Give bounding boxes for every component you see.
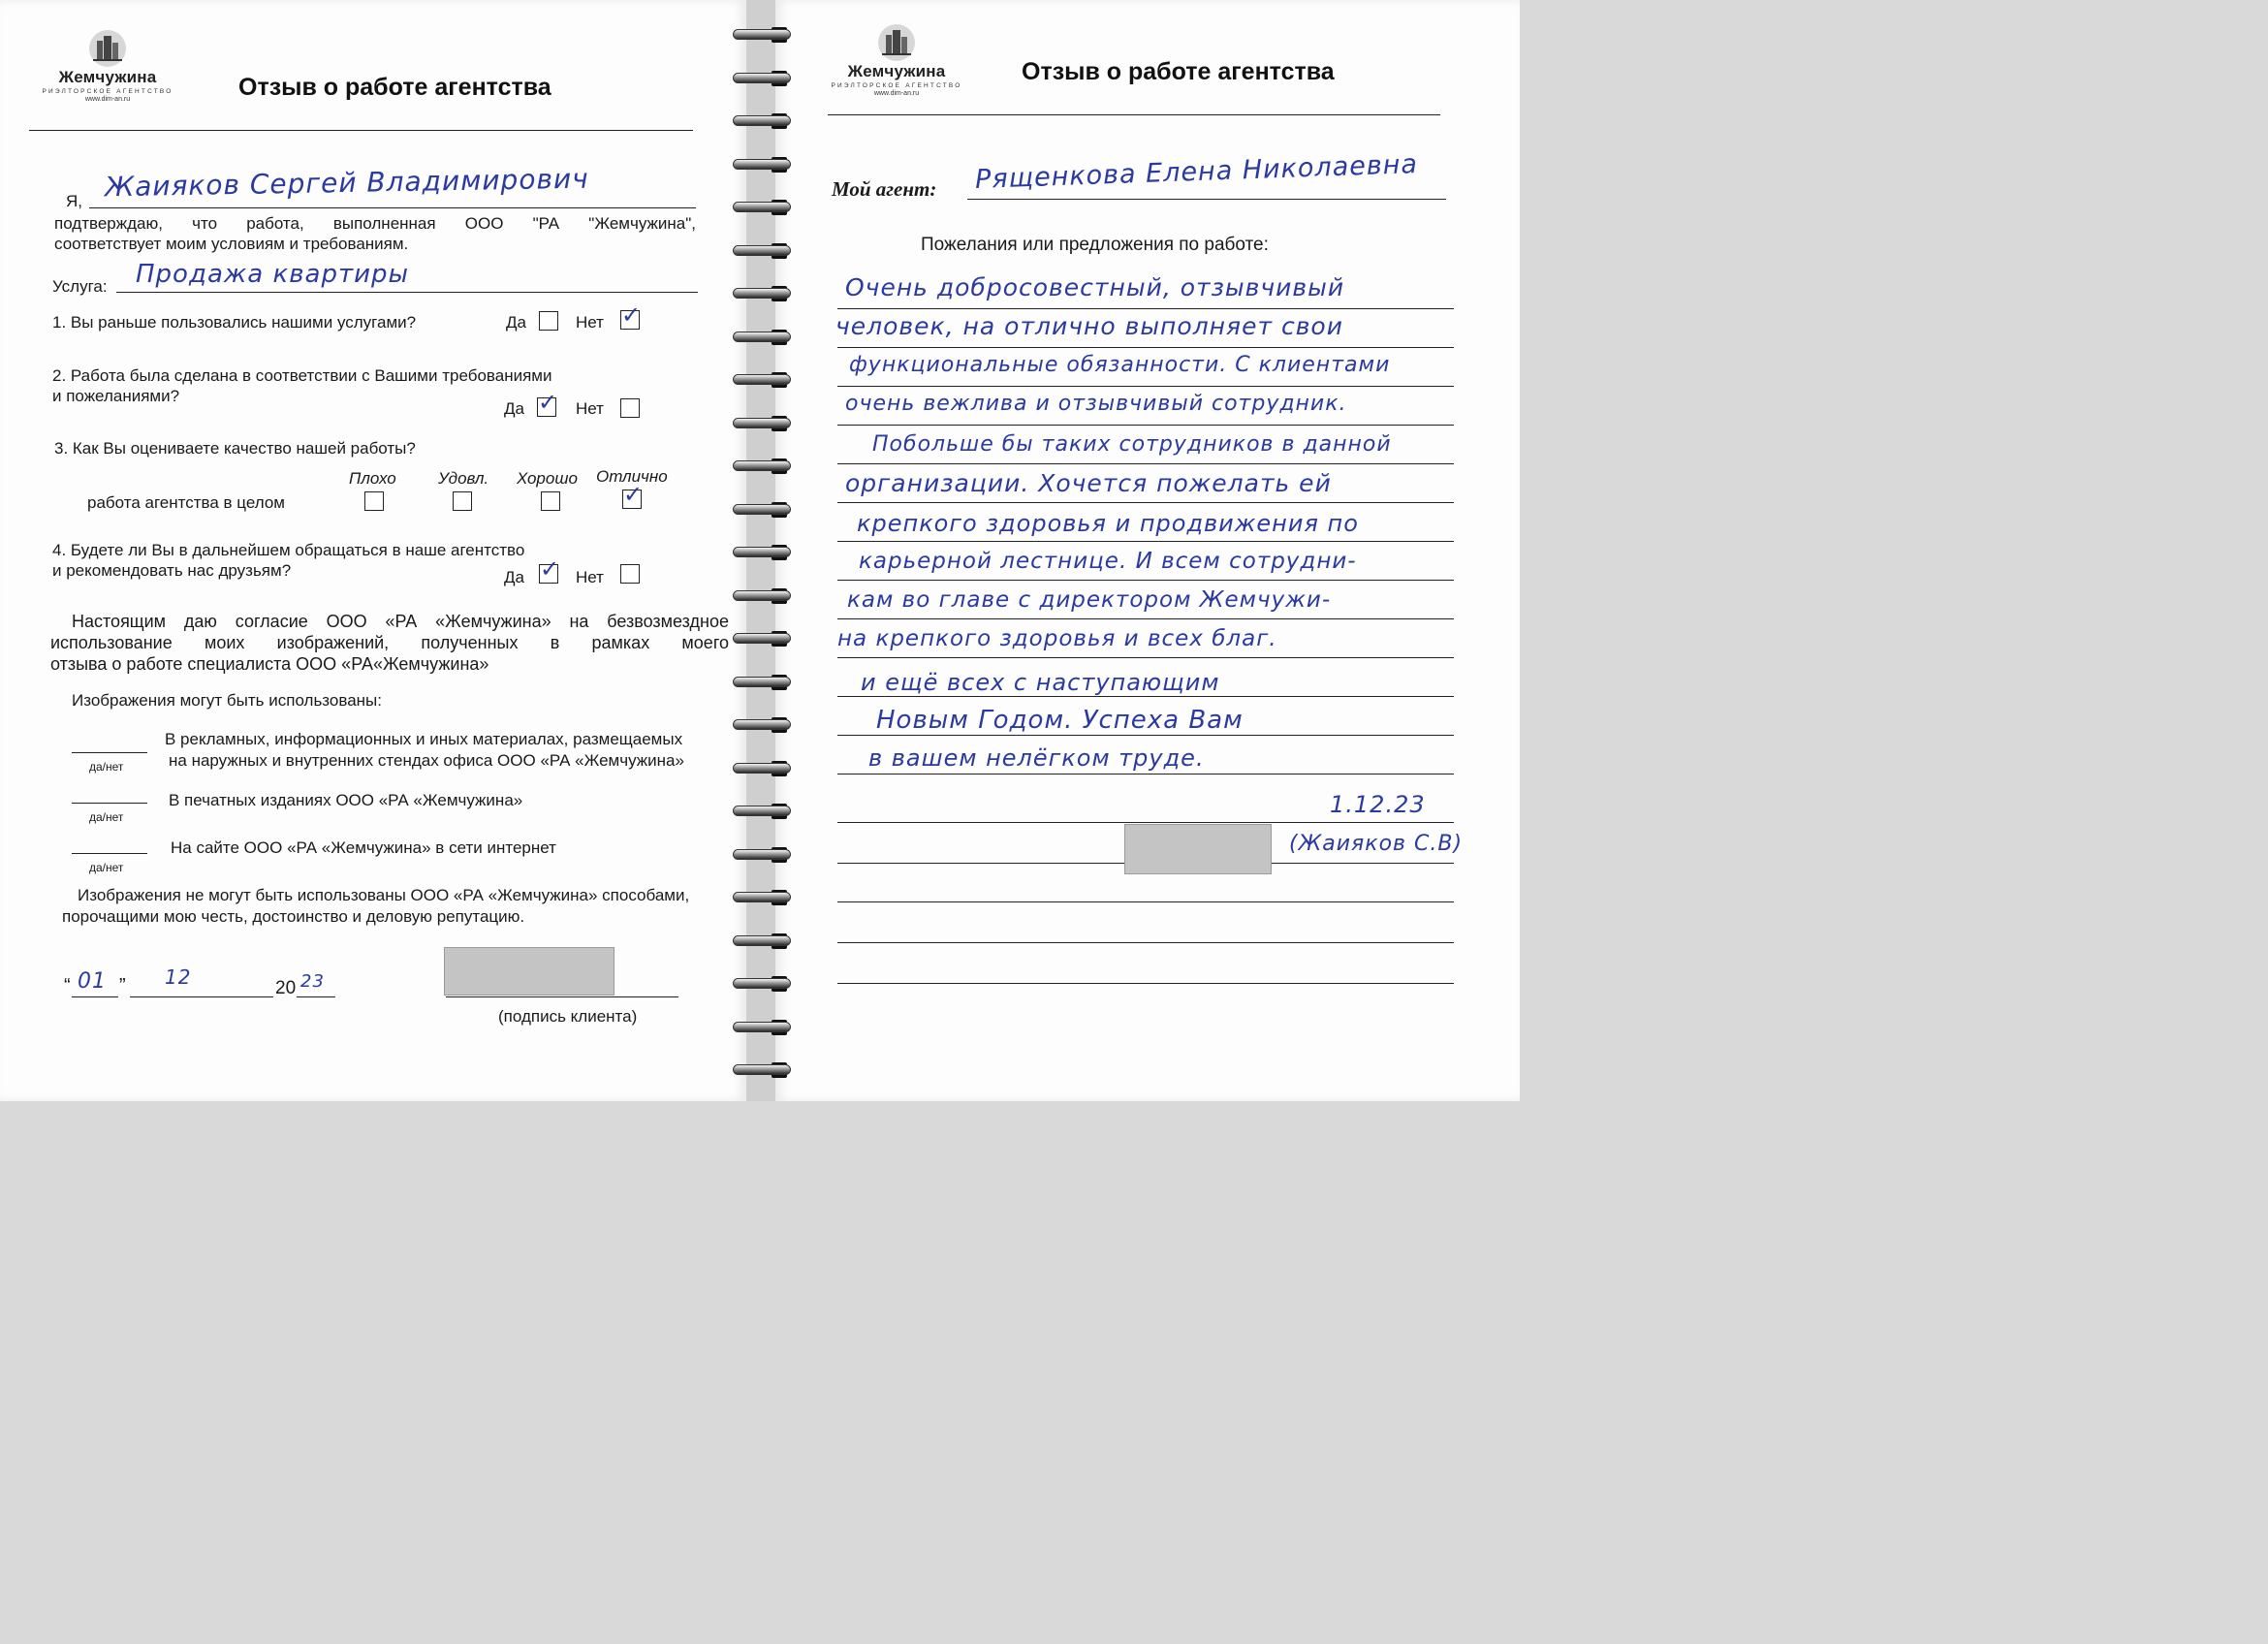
- spiral-ring: [729, 804, 793, 819]
- spiral-ring: [729, 416, 793, 431]
- ring-wire: [733, 460, 791, 471]
- review-line-handwritten: очень вежлива и отзывчивый сотрудник.: [845, 392, 1347, 416]
- spiral-ring: [729, 933, 793, 949]
- ring-wire: [733, 73, 791, 83]
- review-rule: [837, 983, 1454, 984]
- ring-wire: [733, 590, 791, 601]
- ring-wire: [733, 677, 791, 687]
- rating-excellent-label: Отлично: [596, 467, 668, 486]
- cannot-line-2: порочащими мою честь, достоинство и деловую репутацию.: [62, 907, 525, 926]
- review-rule: [837, 696, 1454, 697]
- date-year-prefix: 20: [275, 978, 297, 998]
- client-name-handwritten: Жаияков Сергей Владимирович: [104, 162, 589, 204]
- spiral-ring: [729, 761, 793, 776]
- review-line-handwritten: Очень добросовестный, отзывчивый: [845, 273, 1345, 301]
- q1-no-checkbox[interactable]: [620, 301, 642, 330]
- q1-no-label: Нет: [576, 313, 604, 332]
- confirm-line-1: подтверждаю, что работа, выполненная ООО "РА "Жемчужина",: [54, 214, 696, 233]
- spiral-ring: [729, 1062, 793, 1078]
- spiral-ring: [729, 330, 793, 345]
- spiral-ring: [729, 458, 793, 474]
- review-rule: [837, 425, 1454, 426]
- date-year-line: [297, 996, 335, 997]
- review-rule: [837, 657, 1454, 658]
- q4-no-checkbox[interactable]: [620, 564, 640, 584]
- date-year-handwritten: 23: [300, 971, 325, 992]
- ring-wire: [733, 849, 791, 860]
- review-rule: [837, 541, 1454, 542]
- ring-wire: [733, 892, 791, 902]
- spiral-binding: [729, 0, 797, 1101]
- review-rule: [837, 347, 1454, 348]
- brand-url-right: www.dim-an.ru: [873, 90, 920, 97]
- consent-line-1: Настоящим даю согласие ООО «РА «Жемчужина» на безвозмездное: [72, 612, 729, 631]
- date-day-line: [72, 996, 118, 997]
- rating-fair-label: Удовл.: [438, 469, 489, 488]
- review-line-handwritten: карьерной лестнице. И всем сотрудни-: [859, 549, 1357, 574]
- spiral-ring: [729, 113, 793, 129]
- q3-row-label: работа агентства в целом: [87, 493, 285, 512]
- review-signature-redaction: [1124, 824, 1272, 874]
- date-month-handwritten: 12: [165, 965, 192, 989]
- q4-no-label: Нет: [576, 568, 604, 586]
- spiral-ring: [729, 545, 793, 560]
- building-logo-icon: [872, 23, 921, 62]
- signature-caption: (подпись клиента): [498, 1007, 638, 1026]
- page-title: Отзыв о работе агентства: [238, 74, 551, 101]
- title-rule: [29, 130, 693, 131]
- agent-label: Мой агент:: [832, 177, 937, 201]
- date-quote-open: “: [64, 975, 71, 996]
- review-rule: [837, 942, 1454, 943]
- usage-2-text: В печатных изданиях ООО «РА «Жемчужина»: [169, 791, 523, 809]
- brand-name: Жемчужина: [58, 68, 157, 86]
- page-title-right: Отзыв о работе агентства: [1022, 58, 1335, 85]
- spiral-ring: [729, 1020, 793, 1035]
- review-rule: [837, 774, 1454, 775]
- review-line-handwritten: в вашем нелёгком труде.: [868, 744, 1205, 772]
- date-month-line: [130, 996, 273, 997]
- spiral-ring: [729, 631, 793, 647]
- ring-wire: [733, 935, 791, 946]
- review-line-handwritten: Новым Годом. Успеха Вам: [876, 706, 1244, 735]
- review-rule: [837, 822, 1454, 823]
- signature-redaction: [444, 947, 614, 996]
- q2-yes-check-icon: ✓: [538, 389, 558, 416]
- review-line-handwritten: человек, на отлично выполняет свои: [835, 312, 1343, 340]
- review-line-handwritten: на крепкого здоровья и всех благ.: [837, 626, 1277, 651]
- review-line-handwritten: Побольше бы таких сотрудников в данной: [872, 432, 1392, 457]
- review-rule: [837, 618, 1454, 619]
- q4-yes-checkbox[interactable]: [539, 555, 560, 584]
- date-day-handwritten: 01: [78, 969, 107, 994]
- review-line-handwritten: функциональные обязанности. С клиентами: [849, 353, 1391, 377]
- question-1: 1. Вы раньше пользовались нашими услугами?: [52, 313, 417, 332]
- rating-excellent-checkbox[interactable]: [622, 481, 644, 509]
- brand-subtitle: РИЭЛТОРСКОЕ АГЕНТСТВО: [42, 88, 173, 95]
- right-page: [775, 0, 1520, 1101]
- q4-yes-check-icon: ✓: [540, 555, 560, 583]
- spiral-ring: [729, 157, 793, 173]
- review-rule: [837, 901, 1454, 902]
- review-line-handwritten: крепкого здоровья и продвижения по: [857, 510, 1359, 537]
- ring-wire: [733, 159, 791, 170]
- date-quote-close: ”: [119, 975, 126, 996]
- spiral-ring: [729, 200, 793, 215]
- name-line: [89, 207, 696, 208]
- usage-3-answer-line: [72, 853, 147, 854]
- review-rule: [837, 580, 1454, 581]
- q1-no-check-icon: ✓: [621, 301, 642, 329]
- cannot-line-1: Изображения не могут быть использованы ООО «РА «Жемчужина» способами,: [78, 886, 690, 904]
- q1-yes-label: Да: [506, 313, 526, 332]
- wishes-heading: Пожелания или предложения по работе:: [921, 235, 1269, 255]
- rating-good-checkbox[interactable]: [541, 491, 560, 511]
- brand-logo: [35, 29, 180, 103]
- brand-logo-right: [824, 23, 969, 97]
- review-line-handwritten: и ещё всех с наступающим: [861, 669, 1220, 696]
- rating-excellent-check-icon: ✓: [623, 481, 644, 508]
- ring-wire: [733, 288, 791, 299]
- spiral-ring: [729, 286, 793, 301]
- ring-wire: [733, 245, 791, 256]
- agent-handwritten: Рященкова Елена Николаевна: [974, 149, 1419, 195]
- spiral-ring: [729, 588, 793, 604]
- spiral-ring: [729, 717, 793, 733]
- q2-no-label: Нет: [576, 399, 604, 418]
- ring-wire: [733, 504, 791, 515]
- review-signature-handwritten: (Жаияков С.В): [1289, 832, 1464, 856]
- ring-wire: [733, 332, 791, 342]
- spiral-ring: [729, 890, 793, 905]
- rating-good-label: Хорошо: [517, 469, 578, 488]
- usage-3-yesno-caption: да/нет: [89, 861, 124, 874]
- ring-wire: [733, 978, 791, 989]
- left-page: [0, 0, 746, 1101]
- spiral-ring: [729, 372, 793, 388]
- images-can-heading: Изображения могут быть использованы:: [72, 691, 382, 710]
- consent-line-3: отзыва о работе специалиста ООО «РА«Жемчужина»: [50, 654, 489, 674]
- usage-2-answer-line: [72, 803, 147, 804]
- q2-yes-label: Да: [504, 399, 524, 418]
- usage-1-line-2: на наружных и внутренних стендах офиса ООО «РА «Жемчужина»: [169, 751, 684, 770]
- question-3: 3. Как Вы оцениваете качество нашей работы?: [54, 439, 416, 458]
- q2-no-checkbox[interactable]: [620, 398, 640, 418]
- spiral-ring: [729, 27, 793, 43]
- agent-line: [967, 199, 1446, 200]
- usage-3-text: На сайте ООО «РА «Жемчужина» в сети интернет: [171, 838, 556, 857]
- ring-wire: [733, 374, 791, 385]
- spiral-ring: [729, 71, 793, 86]
- review-rule: [837, 463, 1454, 464]
- review-line-handwritten: организации. Хочется пожелать ей: [845, 469, 1332, 497]
- review-date-handwritten: 1.12.23: [1330, 791, 1426, 818]
- ring-wire: [733, 719, 791, 730]
- intro-prefix: Я,: [66, 192, 82, 210]
- ring-wire: [733, 202, 791, 212]
- spiral-ring: [729, 243, 793, 259]
- title-rule-right: [828, 114, 1440, 115]
- ring-wire: [733, 115, 791, 126]
- spiral-ring: [729, 847, 793, 863]
- review-rule: [837, 735, 1454, 736]
- review-line-handwritten: кам во главе с директором Жемчужи-: [847, 587, 1332, 613]
- consent-line-2: использование моих изображений, полученных в рамках моего: [50, 633, 729, 652]
- spiral-ring: [729, 675, 793, 690]
- q1-yes-checkbox[interactable]: [539, 311, 558, 331]
- confirm-line-2: соответствует моим условиям и требованиям.: [54, 235, 409, 253]
- usage-1-yesno-caption: да/нет: [89, 760, 124, 774]
- question-4-line-2: и рекомендовать нас друзьям?: [52, 561, 292, 580]
- q2-yes-checkbox[interactable]: [537, 389, 558, 417]
- rating-poor-label: Плохо: [349, 469, 396, 488]
- ring-wire: [733, 29, 791, 40]
- question-2-line-2: и пожеланиями?: [52, 387, 180, 405]
- q4-yes-label: Да: [504, 568, 524, 586]
- question-4-line-1: 4. Будете ли Вы в дальнейшем обращаться в наше агентство: [52, 541, 525, 559]
- ring-wire: [733, 1022, 791, 1032]
- service-handwritten: Продажа квартиры: [136, 260, 410, 289]
- ring-wire: [733, 633, 791, 644]
- ring-wire: [733, 547, 791, 557]
- review-rule: [837, 308, 1454, 309]
- spiral-ring: [729, 502, 793, 518]
- spiral-ring: [729, 976, 793, 992]
- rating-poor-checkbox[interactable]: [364, 491, 384, 511]
- usage-1-answer-line: [72, 752, 147, 753]
- review-rule: [837, 502, 1454, 503]
- service-label: Услуга:: [52, 277, 108, 296]
- usage-2-yesno-caption: да/нет: [89, 810, 124, 824]
- ring-wire: [733, 806, 791, 816]
- brand-subtitle-right: РИЭЛТОРСКОЕ АГЕНТСТВО: [831, 82, 962, 89]
- ring-wire: [733, 1064, 791, 1075]
- service-line: [116, 292, 698, 293]
- ring-wire: [733, 763, 791, 774]
- building-logo-icon: [83, 29, 132, 68]
- rating-fair-checkbox[interactable]: [453, 491, 472, 511]
- brand-url: www.dim-an.ru: [84, 96, 131, 103]
- brand-name-right: Жемчужина: [847, 62, 946, 80]
- signature-line: [446, 996, 678, 997]
- usage-1-line-1: В рекламных, информационных и иных материалах, размещаемых: [165, 730, 683, 748]
- ring-wire: [733, 418, 791, 428]
- review-rule: [837, 386, 1454, 387]
- question-2-line-1: 2. Работа была сделана в соответствии с Вашими требованиями: [52, 366, 552, 385]
